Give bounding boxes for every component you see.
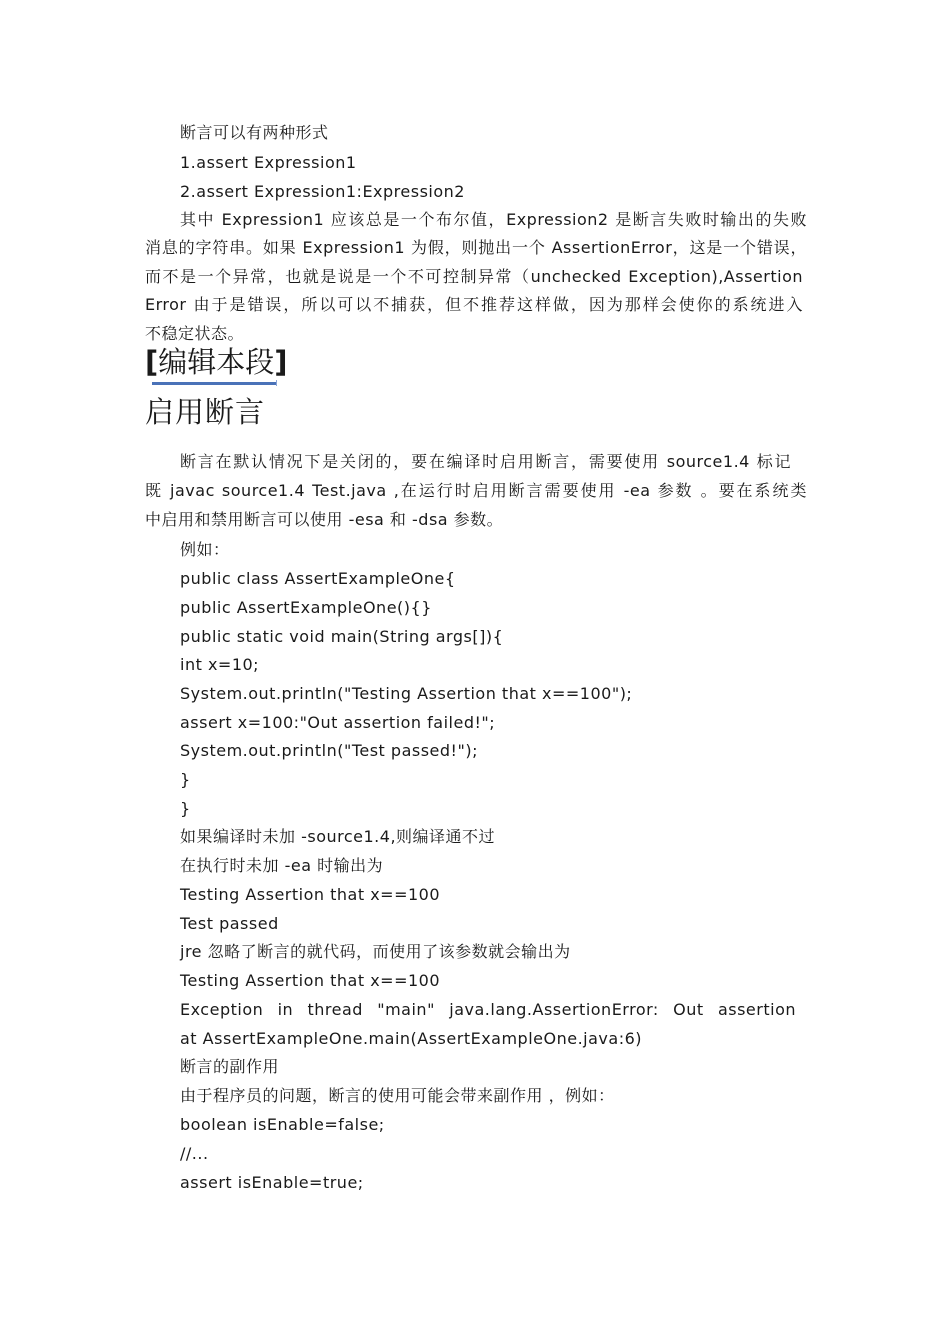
example-label: 例如： (180, 540, 230, 559)
forms-intro: 断言可以有两种形式 (180, 123, 329, 142)
edit-link-underline-tick (276, 380, 277, 386)
side-effect-title: 断言的副作用 (180, 1057, 280, 1076)
code2-line-1: boolean isEnable=false; (180, 1115, 385, 1134)
desc-line-5: 不稳定状态。 (145, 324, 245, 343)
code-line-3: public static void main(String args[]){ (180, 627, 504, 646)
desc-line-1: 其中 Expression1 应该总是一个布尔值，Expression2 是断言失败时输出的失败 (180, 210, 807, 229)
code-line-5: System.out.println("Testing Assertion that x==100"); (180, 684, 633, 703)
note-jre: jre 忽略了断言的就代码，而使用了该参数就会输出为 (180, 942, 571, 961)
edit-link-open-bracket: [ (145, 345, 159, 379)
enable-line-2: 既 javac source1.4 Test.java ,在运行时启用断言需要使用 -ea 参数 。要在系统类 (145, 481, 807, 500)
edit-section-link[interactable] (145, 344, 288, 380)
output2-line-1: Testing Assertion that x==100 (180, 971, 441, 990)
desc-line-4: Error 由于是错误，所以可以不捕获，但不推荐这样做，因为那样会使你的系统进入 (145, 295, 803, 314)
code2-line-2: //... (180, 1144, 209, 1163)
enable-line-3: 中启用和禁用断言可以使用 -esa 和 -dsa 参数。 (145, 510, 504, 529)
output2-line-2: Exception in thread "main" java.lang.AssertionError: Out assertion (180, 1000, 796, 1019)
output2-line-3: at AssertExampleOne.main(AssertExampleOne.java:6) (180, 1029, 642, 1048)
code-line-9: } (180, 799, 191, 818)
code-line-6: assert x=100:"Out assertion failed!"; (180, 713, 496, 732)
output1-line-1: Testing Assertion that x==100 (180, 885, 441, 904)
side-effect-desc: 由于程序员的问题，断言的使用可能会带来副作用 ，例如： (180, 1086, 615, 1105)
form-1: 1.assert Expression1 (180, 153, 357, 172)
enable-line-1: 断言在默认情况下是关闭的，要在编译时启用断言，需要使用 source1.4 标记 (180, 452, 791, 471)
desc-line-2: 消息的字符串。如果 Expression1 为假，则抛出一个 AssertionError，这是一个错误， (145, 238, 807, 257)
form-2: 2.assert Expression1:Expression2 (180, 182, 465, 201)
output1-line-2: Test passed (180, 914, 279, 933)
edit-link-close-bracket: ] (274, 345, 288, 379)
code-line-4: int x=10; (180, 655, 260, 674)
desc-line-3: 而不是一个异常，也就是说是一个不可控制异常（unchecked Exception),Assertion (145, 267, 803, 286)
note-no-source: 如果编译时未加 -source1.4,则编译通不过 (180, 827, 496, 846)
edit-link-text: 编辑本段 (158, 345, 275, 379)
section-title: 启用断言 (145, 395, 266, 429)
code-line-8: } (180, 770, 191, 789)
code-line-1: public class AssertExampleOne{ (180, 569, 456, 588)
edit-link-underline (152, 382, 276, 385)
note-no-ea: 在执行时未加 -ea 时输出为 (180, 856, 384, 875)
code-line-2: public AssertExampleOne(){} (180, 598, 432, 617)
code2-line-3: assert isEnable=true; (180, 1173, 364, 1192)
code-line-7: System.out.println("Test passed!"); (180, 741, 478, 760)
